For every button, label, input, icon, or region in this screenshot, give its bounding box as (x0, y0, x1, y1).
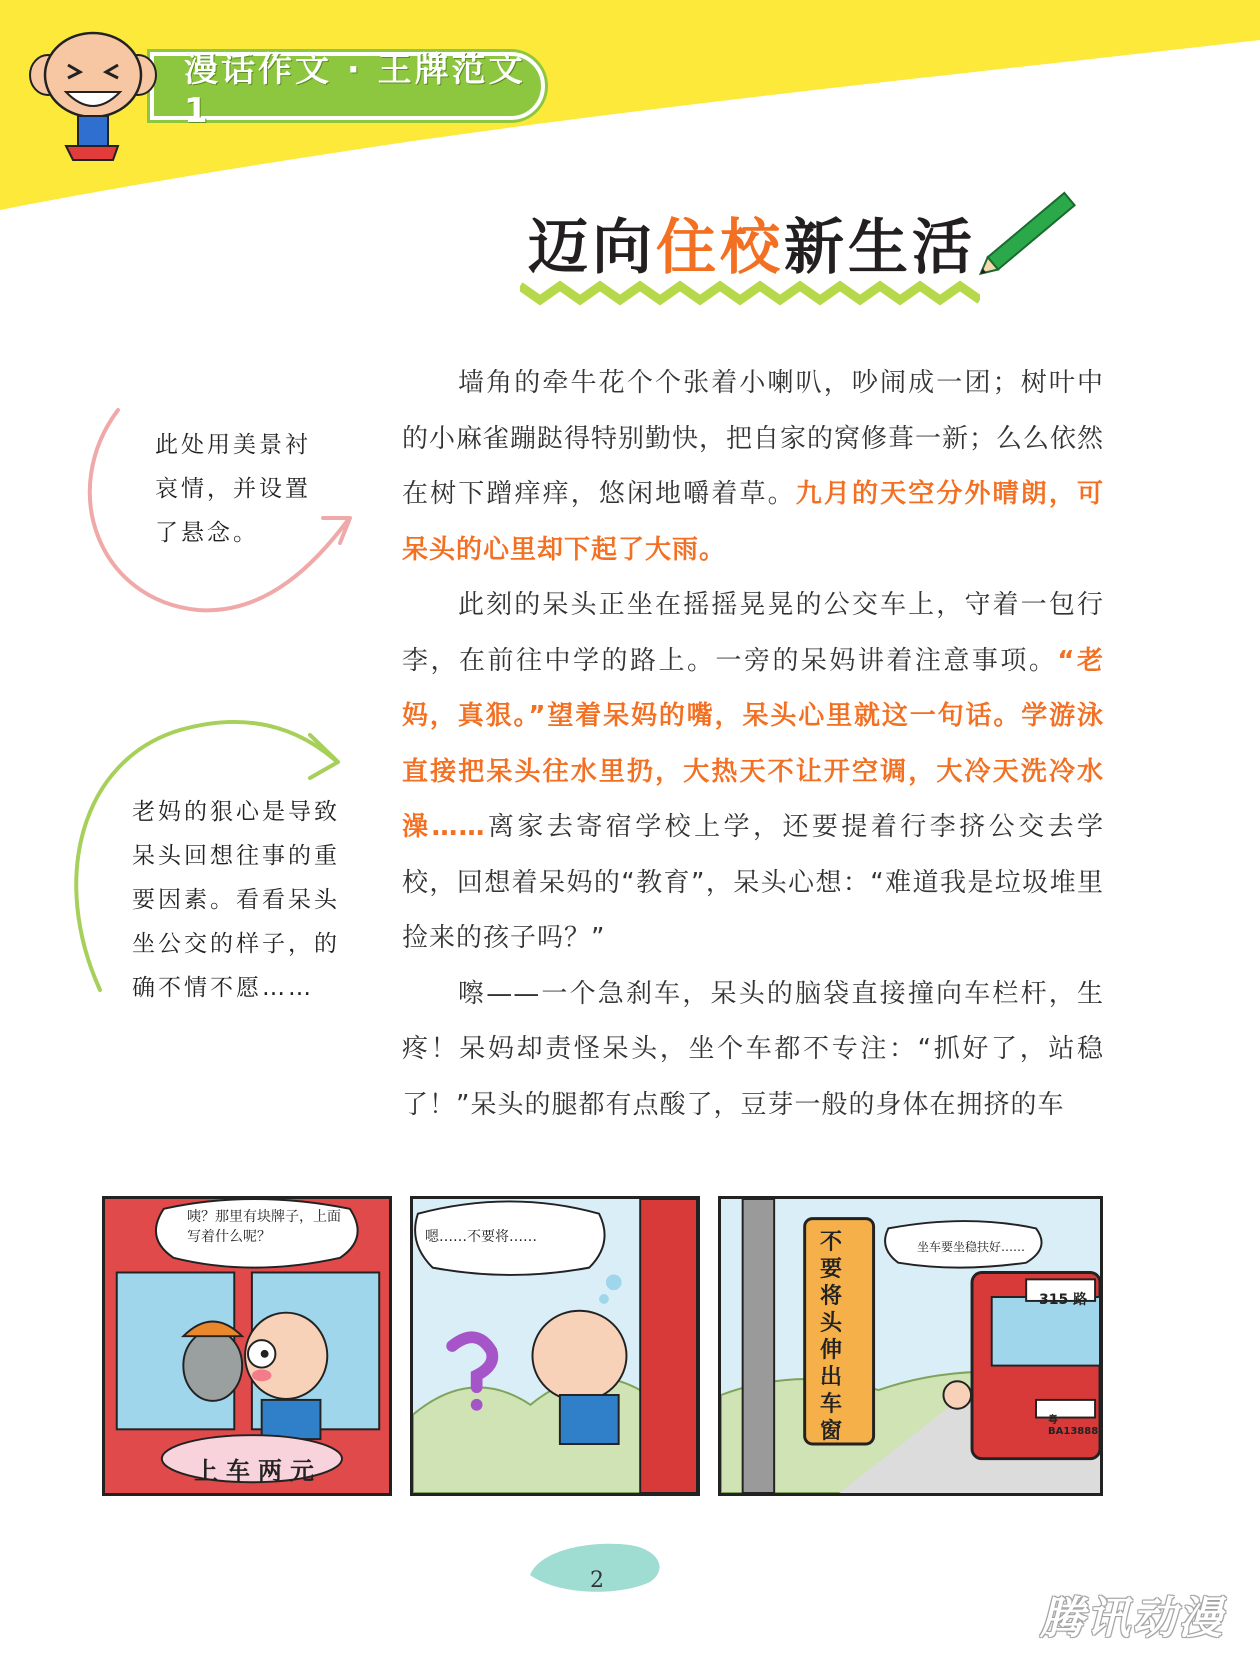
bus-route-label: 315 路 (1039, 1292, 1088, 1308)
series-banner (150, 49, 545, 131)
speech-bubble-2: 嗯……不要将…… (425, 1229, 537, 1245)
paragraph-1: 墙角的牵牛花个个张着小喇叭，吵闹成一团；树叶中的小麻雀蹦跶得特别勤快，把自家的窝修葺一新；么么依然在树下蹭痒痒，悠闲地嚼着草。九月的天空分外晴朗，可呆头的心里却下起了大雨。 (402, 368, 1105, 565)
title-prefix: 迈向 (528, 213, 656, 283)
pencil-icon (970, 178, 1100, 278)
paragraph-2: 此刻的呆头正坐在摇摇晃晃的公交车上，守着一包行李，在前往中学的路上。一旁的呆妈讲着注意事项。“老妈，真狠。”望着呆妈的嘴，呆头心里就这一句话。学游泳直接把呆头往水里扔，大热天不让开空调，大冷天洗冷水澡……离家去寄宿学校上学，还要提着行李挤公交去学校，回想着呆妈的“教育”，呆头心想：“难道我是垃圾堆里捡来的孩子吗？” (402, 590, 1104, 953)
speech-bubble-3: 坐车要坐稳扶好…… (917, 1240, 1026, 1254)
fare-sign-label: 上车两元 (194, 1457, 322, 1485)
title-highlight: 住校 (656, 213, 784, 283)
speech-bubble-1: 咦？那里有块牌子，上面写着什么呢？ (187, 1209, 341, 1245)
title-block (520, 190, 1100, 310)
highlight-text: 九月的天空分外晴朗，可呆头的心里却下起了大雨。 (402, 479, 1104, 565)
series-title: 漫话作文 · 王牌范文 1 (184, 49, 526, 131)
highlight-text: “老妈，真狠。”望着呆妈的嘴，呆头心里就这一句话。学游泳直接把呆头往水里扔，大热天不让开空调，大冷天洗冷水澡…… (402, 645, 1104, 842)
watermark-logo: 腾讯动漫 (1040, 1593, 1224, 1644)
side-note-1: 此处用美景衬哀情，并设置了悬念。 (155, 432, 311, 546)
paragraph-3: 嚓——一个急刹车，呆头的脑袋直接撞向车栏杆，生疼！呆妈却责怪呆头，坐个车都不专注：“抓好了，站稳了！”呆头的腿都有点酸了，豆芽一般的身体在拥挤的车 (402, 978, 1104, 1120)
comic-panel-1 (102, 1196, 392, 1496)
road-sign-text: 不要将头伸出车窗 (819, 1230, 842, 1444)
license-plate: 粤BA13888 (1048, 1415, 1099, 1437)
mascot-illustration (18, 20, 168, 170)
title-suffix: 新生活 (784, 213, 976, 283)
comic-panel-2 (410, 1196, 700, 1496)
title-zigzag-underline (520, 272, 980, 312)
page-number: 2 (590, 1568, 604, 1593)
essay-body (402, 356, 1104, 1133)
comic-panel-3 (718, 1196, 1103, 1496)
side-note-2: 老妈的狠心是导致呆头回想往事的重要因素。看看呆头坐公交的样子，的确不情不愿…… (132, 799, 340, 1001)
